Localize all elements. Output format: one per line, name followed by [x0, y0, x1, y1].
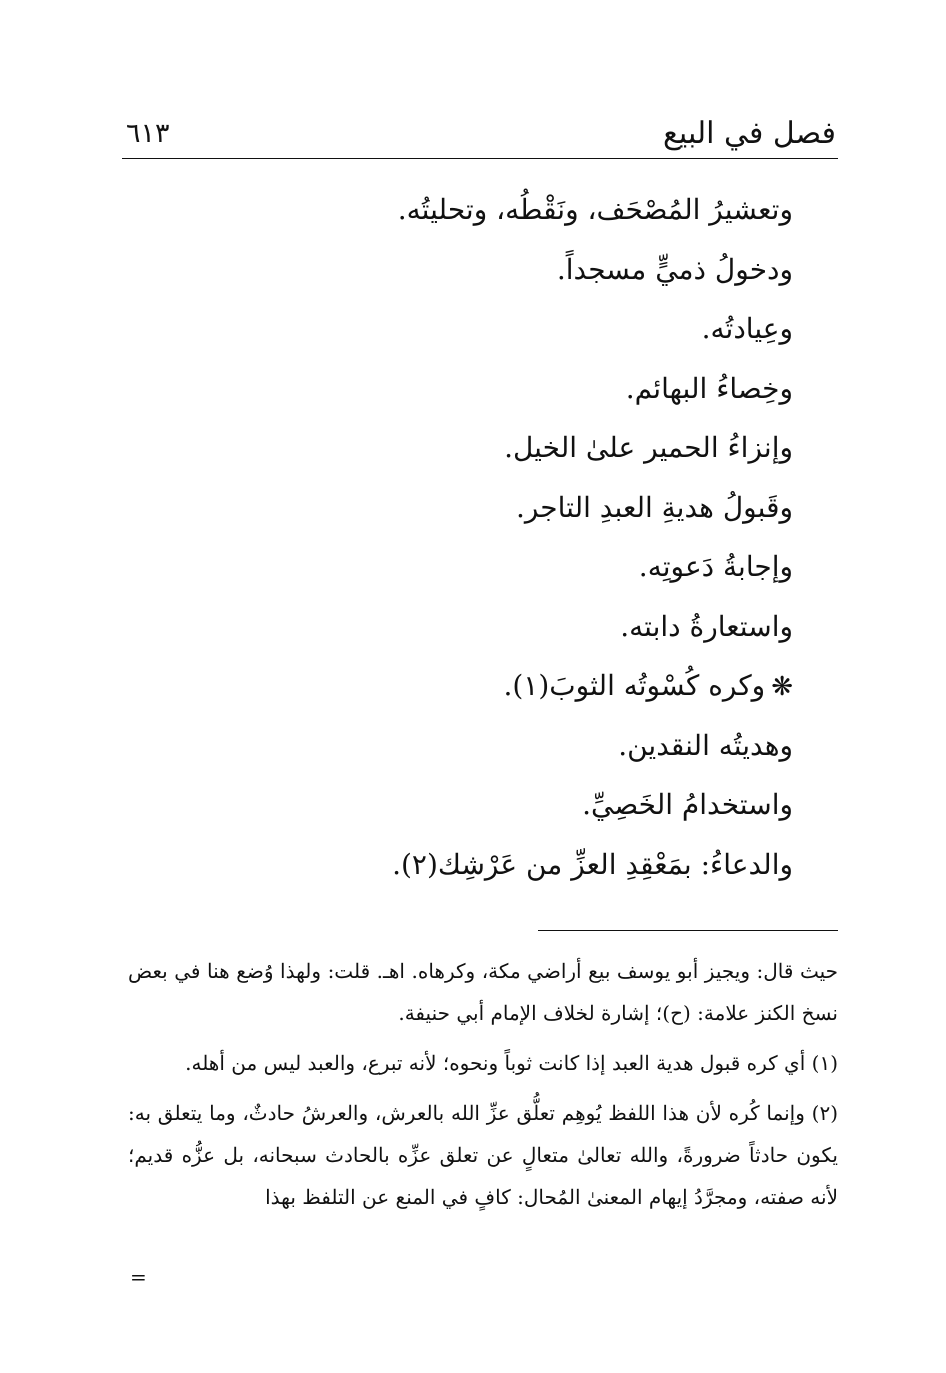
running-header	[122, 112, 838, 159]
footnote-paragraph: حيث قال: ويجيز أبو يوسف بيع أراضي مكة، وكرهاه. اهـ. قلت: ولهذا وُضع هنا في بعض نسخ الكنز علامة: (ح)؛ إشارة لخلاف الإمام أبي حنيفة.	[128, 959, 838, 1025]
star-marker-icon: ❋	[771, 672, 793, 702]
text-line: وعِيادتُه.	[701, 312, 793, 345]
chapter-title: فصل في البيع	[662, 116, 836, 151]
text-line: واستخدامُ الخَصِيِّ.	[582, 788, 793, 821]
text-line: وتعشيرُ المُصْحَف، ونَقْطُه، وتحليتُه.	[397, 193, 793, 226]
text-line: ودخولُ ذميٍّ مسجداً.	[556, 252, 793, 286]
page-number: ٦١٣	[126, 118, 170, 149]
footnote-1: (١) أي كره قبول هدية العبد إذا كانت ثوباً ونحوه؛ لأنه تبرع، والعبد ليس من أهله.	[185, 1051, 838, 1075]
text-line: وإجابةُ دَعوتِه.	[638, 550, 793, 583]
text-line-with-star	[273, 656, 793, 716]
footnote-2: (٢) وإنما كُره لأن هذا اللفظ يُوهِم تعلُّق عزِّ الله بالعرش، والعرشُ حادثٌ، وما يتعلق به: يكون حادثاً ضرورةً، والله تعالىٰ متعالٍ عن تعلق عزِّه بالحادث سبحانه، بل عزُّه قديم؛ لأنه صفته، ومجرَّدُ إيهام المعنىٰ المُحال: كافٍ في المنع عن التلفظ بهذا	[128, 1101, 838, 1209]
text-line: وخِصاءُ البهائم.	[625, 371, 793, 405]
text-line: وقَبولُ هديةِ العبدِ التاجر.	[515, 490, 793, 524]
text-line-content: وكره كُسْوتُه الثوبَ(١).	[503, 669, 766, 702]
footnotes	[128, 950, 838, 1226]
main-text	[273, 180, 793, 894]
continuation-mark: =	[130, 1265, 147, 1289]
text-line: واستعارةُ دابته.	[620, 609, 793, 643]
footnote-separator	[538, 930, 838, 931]
text-line: وهديتُه النقدين.	[618, 728, 793, 762]
text-line: والدعاءُ: بمَعْقِدِ العزِّ من عَرْشِك(٢).	[392, 847, 793, 881]
text-line: وإنزاءُ الحمير علىٰ الخيل.	[504, 431, 793, 464]
